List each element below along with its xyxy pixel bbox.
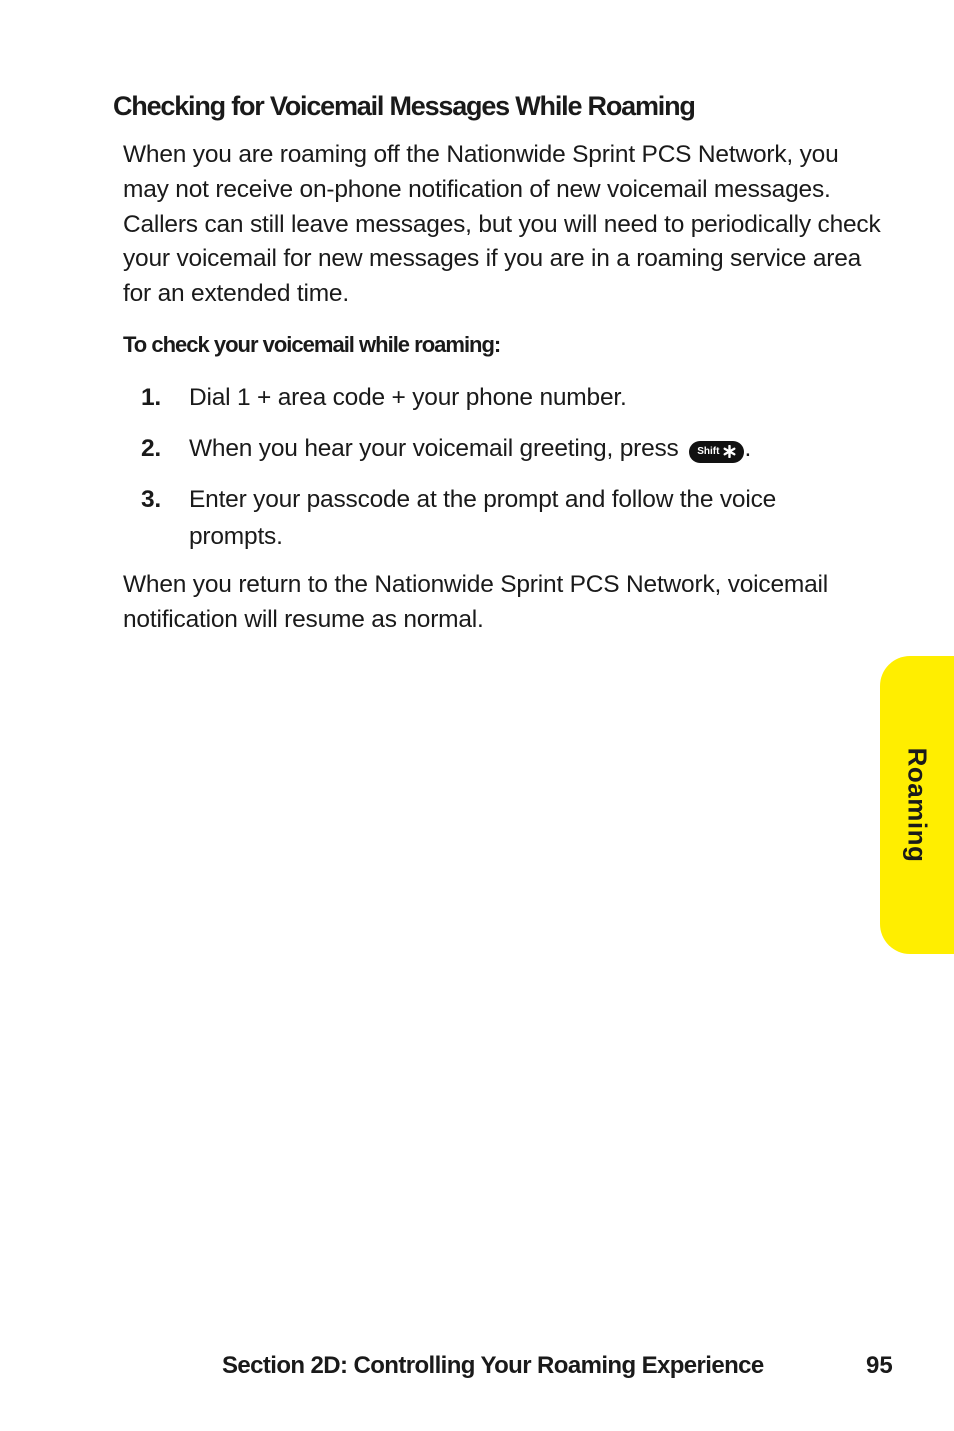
step-number: 3. [141,486,162,513]
step-item [141,379,841,416]
step-text-container [189,430,841,467]
instructions-subheading: To check your voicemail while roaming: [123,332,501,357]
key-label: Shift [697,446,720,457]
step-number: 2. [141,435,162,462]
step-item [141,481,841,555]
page-heading: Checking for Voicemail Messages While Roaming [113,91,695,121]
footer-page-number: 95 [866,1352,893,1379]
step-number: 1. [141,384,162,411]
section-side-tab [880,656,954,954]
closing-paragraph: When you return to the Nationwide Sprint PCS Network, voicemail notification will resume as normal. [123,571,829,633]
step-text: Dial 1 + area code + your phone number. [189,384,627,411]
step-text: When you hear your voicemail greeting, press [189,435,679,462]
shift-star-key-badge [689,441,744,463]
step-suffix: . [744,435,752,462]
step-item [141,430,841,467]
step-text: Enter your passcode at the prompt and follow the voice prompts. [189,486,777,550]
intro-paragraph: When you are roaming off the Nationwide Sprint PCS Network, you may not receive on-phone notification of new voicemail messages. Callers can still leave messages, but you will need to periodically check your voicemail for new messages if you are in a roaming service area for an extended time. [123,141,881,308]
footer-section-title: Section 2D: Controlling Your Roaming Experience [222,1352,764,1379]
side-tab-label: Roaming [902,747,933,863]
star-key-icon [723,445,736,458]
